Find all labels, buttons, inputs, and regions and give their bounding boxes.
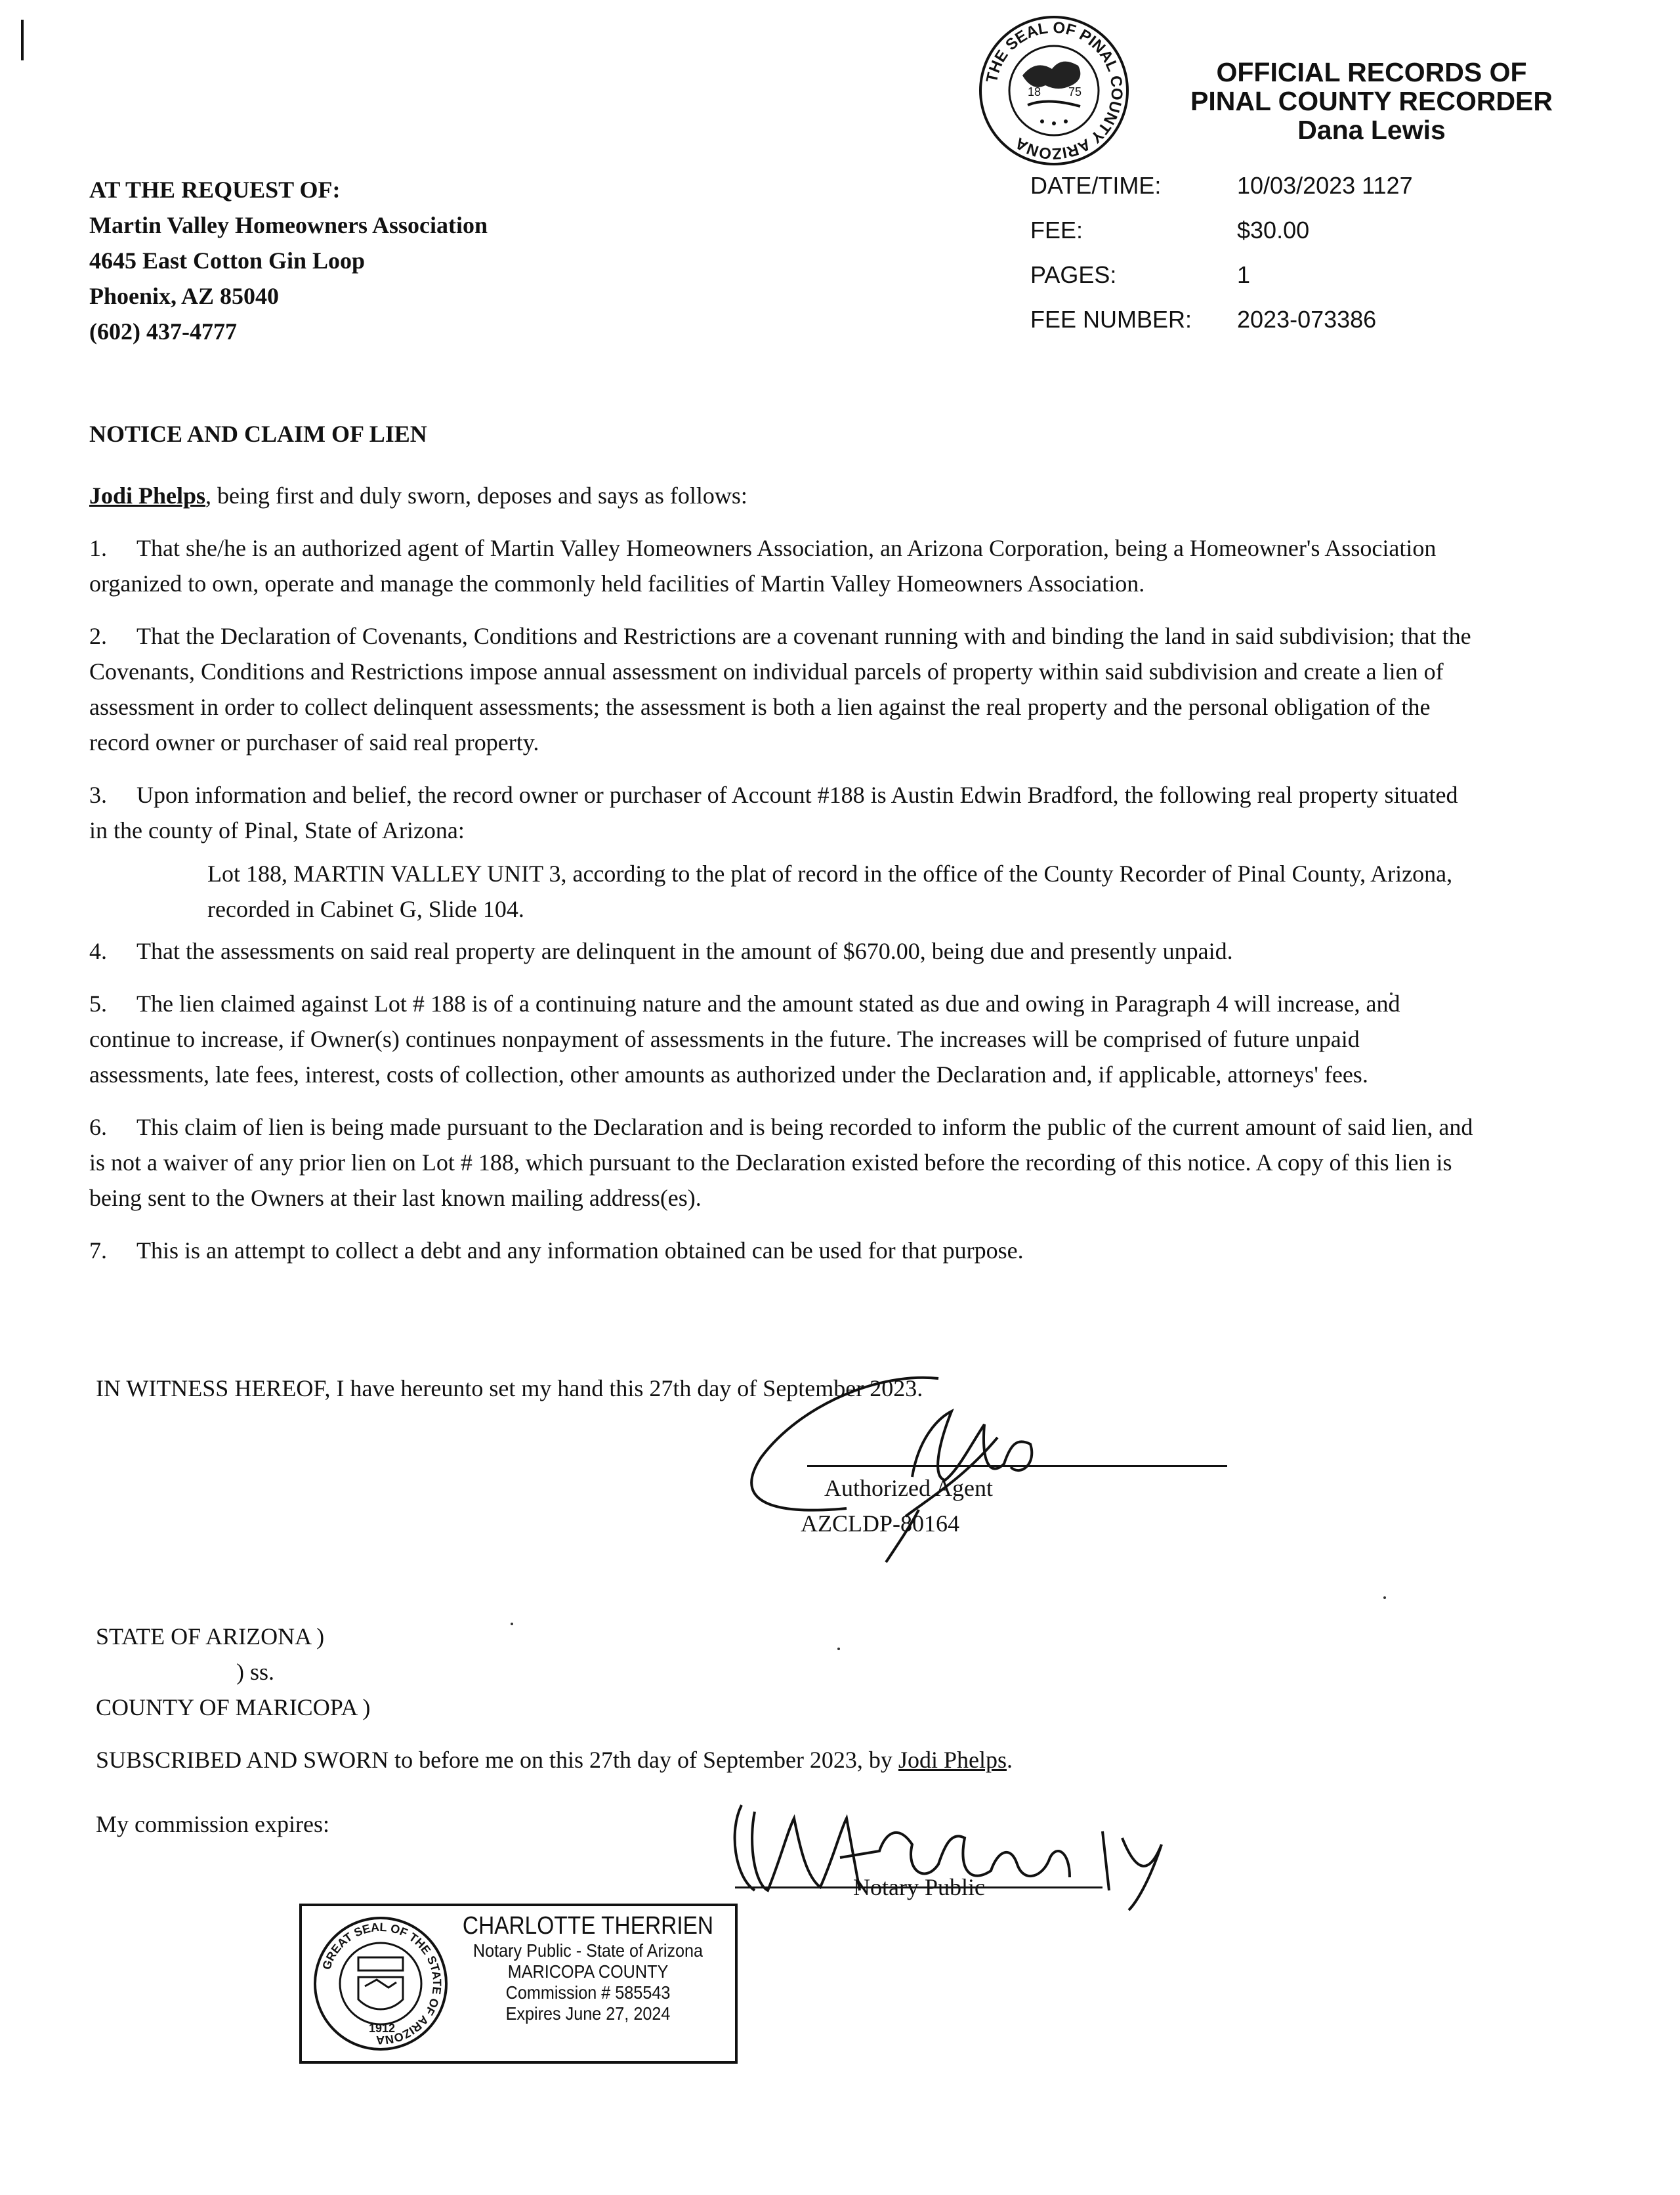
paragraph-2: 2. That the Declaration of Covenants, Conditions and Restrictions are a covenant running with and binding the land in said subdivision; that the Covenants, Conditions and Restrictions impose annual assessment on individual parcels of property within said subdivision and create a lien of assessment in order to collect delinquent assessments; the assessment is both a lien against the real property and the personal obligation of the record owner or purchaser of said real property. (89, 623, 1471, 756)
date-value: 10/03/2023 1127 (1237, 172, 1413, 199)
recorder-name: Dana Lewis (1297, 115, 1446, 145)
venue-county: COUNTY OF MARICOPA ) (96, 1694, 371, 1720)
fee-number-label: FEE NUMBER: (1030, 306, 1192, 333)
agent-signature-line (807, 1465, 1227, 1467)
requester-address-1: 4645 East Cotton Gin Loop (89, 247, 366, 274)
paragraph-7: 7. This is an attempt to collect a debt and any information obtained can be used for that purpose. (89, 1237, 1024, 1264)
notary-name: CHARLOTTE THERRIEN (462, 1912, 714, 1940)
scan-speck (511, 1623, 513, 1625)
svg-text:18: 18 (1028, 85, 1041, 98)
notary-stamp (299, 1904, 738, 2064)
notary-title: Notary Public (853, 1874, 985, 1900)
document-title: NOTICE AND CLAIM OF LIEN (89, 421, 427, 447)
scan-speck (1383, 1596, 1386, 1599)
paragraph-4: 4. That the assessments on said real property are delinquent in the amount of $670.00, being due and presently unpaid. (89, 938, 1233, 964)
commission-expires-label: My commission expires: (96, 1811, 329, 1837)
legal-description: Lot 188, MARTIN VALLEY UNIT 3, according to the plat of record in the office of the County Recorder of Pinal County, Arizona, recorded in Cabinet G, Slide 104. (207, 861, 1453, 922)
fee-value: $30.00 (1237, 217, 1310, 244)
pinal-county-seal-icon (976, 13, 1131, 168)
requester-address-2: Phoenix, AZ 85040 (89, 283, 280, 309)
requester-name: Martin Valley Homeowners Association (89, 212, 488, 238)
intro-paragraph (89, 478, 1480, 513)
jurat-affiant-name: Jodi Phelps (898, 1747, 1007, 1773)
requester-label: AT THE REQUEST OF: (89, 177, 341, 203)
paragraph-6: 6. This claim of lien is being made pursuant to the Declaration and is being recorded to inform the public of the current amount of said lien, and is not a waiver of any prior lien on Lot # 188, which pursuant to the Declaration existed before the recording of this notice. A copy of this lien is being sent to the Owners at their last known mailing address(es). (89, 1114, 1473, 1211)
venue-block (96, 1619, 370, 1725)
venue-ss: ) ss. (236, 1659, 275, 1685)
recorder-line-2: PINAL COUNTY RECORDER (1190, 86, 1553, 116)
fee-number-value: 2023-073386 (1237, 306, 1377, 333)
fee-label: FEE: (1030, 217, 1083, 244)
notary-stamp-line-3: Commission # 585543 (505, 1982, 671, 2003)
jurat-text: SUBSCRIBED AND SWORN to before me on this 27th day of September 2023, by (96, 1747, 898, 1773)
arizona-state-seal-icon (311, 1914, 450, 2053)
agent-license: AZCLDP-80164 (801, 1510, 959, 1537)
notary-stamp-line-4: Expires June 27, 2024 (505, 2003, 671, 2024)
notary-stamp-text (445, 1911, 731, 2024)
paragraph-5: 5. The lien claimed against Lot # 188 is of a continuing nature and the amount stated as due and owing in Paragraph 4 will increase, and continue to increase, if Owner(s) continues nonpayment of assessments in the future. The increases will be comprised of future unpaid assessments, late fees, interest, costs of collection, other amounts as authorized under the Declaration and, if applicable, attorneys' fees. (89, 991, 1400, 1088)
affiant-name: Jodi Phelps (89, 482, 206, 509)
agent-title: Authorized Agent (824, 1475, 993, 1501)
scan-mark (21, 20, 24, 60)
witness-clause: IN WITNESS HEREOF, I have hereunto set my hand this 27th day of September 2023. (96, 1375, 923, 1401)
pages-value: 1 (1237, 261, 1251, 288)
document-body (89, 478, 1480, 1285)
recorder-line-1: OFFICIAL RECORDS OF (1216, 57, 1527, 87)
svg-text:75: 75 (1068, 85, 1082, 98)
svg-text:THE SEAL OF PINAL COUNTY ARIZO: THE SEAL OF PINAL COUNTY ARIZONA (982, 18, 1126, 163)
recording-info (1030, 172, 1413, 351)
paragraph-1: 1. That she/he is an authorized agent of Martin Valley Homeowners Association, an Arizona Corporation, being a Homeowner's Association organized to own, operate and manage the commonly held facilities of Martin Valley Homeowners Association. (89, 535, 1437, 597)
pages-label: PAGES: (1030, 261, 1117, 288)
paragraph-3: 3. Upon information and belief, the record owner or purchaser of Account #188 is Austin Edwin Bradford, the following real property situated in the county of Pinal, State of Arizona: (89, 782, 1458, 843)
scan-speck (837, 1648, 840, 1650)
requester-phone: (602) 437-4777 (89, 318, 237, 345)
date-label: DATE/TIME: (1030, 172, 1162, 199)
jurat: SUBSCRIBED AND SWORN to before me on this 27th day of September 2023, by Jodi Phelps. (96, 1747, 1013, 1773)
notary-stamp-line-2: MARICOPA COUNTY (507, 1961, 669, 1982)
requester-block (89, 172, 488, 349)
notary-stamp-line-1: Notary Public - State of Arizona (472, 1940, 704, 1961)
svg-text:1912: 1912 (369, 2022, 396, 2035)
intro-text: , being first and duly sworn, deposes and says as follows: (205, 482, 747, 509)
venue-state: STATE OF ARIZONA ) (96, 1623, 325, 1650)
recorder-header (1155, 58, 1588, 144)
svg-text:GREAT SEAL OF THE STATE OF ARI: GREAT SEAL OF THE STATE OF ARIZONA (320, 1920, 444, 2047)
